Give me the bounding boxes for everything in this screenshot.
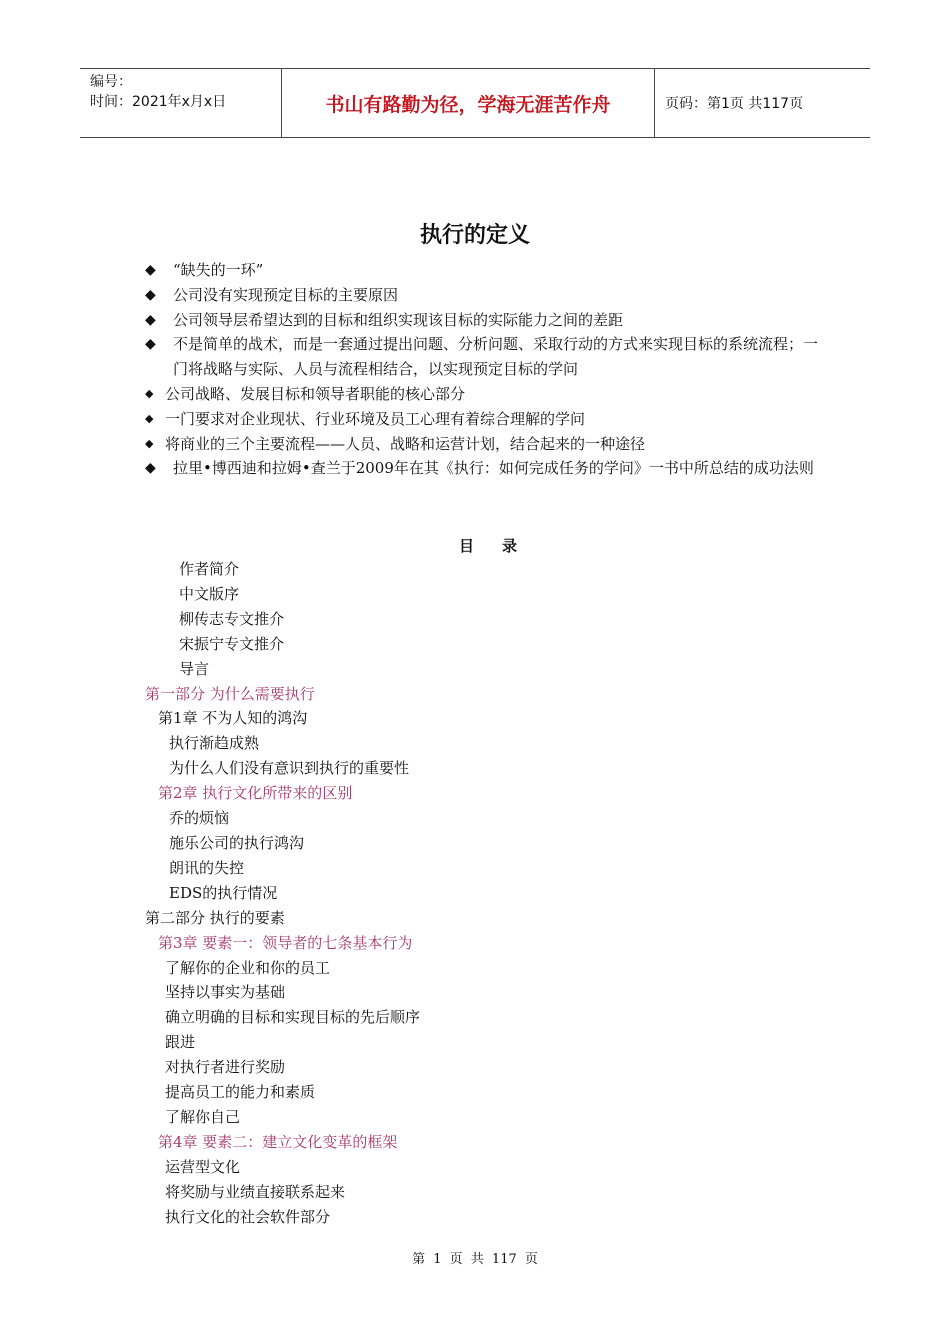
page-footer: 第 1 页 共 117 页	[412, 1252, 538, 1267]
toc-entry: 中文版序	[179, 584, 240, 603]
bullet-item	[145, 407, 825, 432]
number-label: 编号：	[90, 74, 132, 90]
bullet-text: 拉里•博西迪和拉姆•查兰于2009年在其《执行：如何完成任务的学问》一书中所总结的成功法则	[173, 459, 814, 478]
toc-entry: 了解你自己	[165, 1107, 241, 1126]
toc-heading: 第二部分 执行的要素	[145, 908, 285, 927]
diamond-bullet-icon: ◆	[145, 311, 156, 328]
diamond-bullet-icon: ◆	[145, 336, 156, 353]
bullet-item	[145, 432, 825, 457]
toc-entry: 朗讯的失控	[169, 858, 245, 877]
bullet-text: “缺失的一环”	[173, 261, 264, 279]
toc-entry: 将奖励与业绩直接联系起来	[165, 1182, 346, 1201]
diamond-bullet-icon: ◆	[145, 460, 156, 477]
diamond-bullet-icon: ◆	[145, 386, 154, 400]
toc-entry: 施乐公司的执行鸿沟	[169, 833, 305, 852]
toc-entry: 运营型文化	[165, 1157, 241, 1176]
toc-entry: 跟进	[165, 1033, 196, 1052]
diamond-bullet-icon: ◆	[145, 262, 156, 278]
toc-heading: 第4章 要素二：建立文化变革的框架	[158, 1132, 398, 1151]
toc-heading: 第2章 执行文化所带来的区别	[158, 784, 353, 803]
page-header	[80, 68, 870, 138]
header-meta	[80, 69, 282, 137]
bullet-item	[145, 283, 825, 308]
bullet-text: 公司领导层希望达到的目标和组织实现该目标的实际能力之间的差距	[173, 310, 624, 329]
bullet-text: 公司战略、发展目标和领导者职能的核心部分	[165, 384, 466, 403]
toc-entry: 柳传志专文推介	[179, 609, 285, 628]
table-of-contents	[145, 557, 420, 1229]
toc-entry: 导言	[179, 659, 210, 678]
toc-entry: 了解你的企业和你的员工	[165, 958, 331, 977]
toc-entry: 对执行者进行奖励	[165, 1058, 286, 1077]
toc-heading: 第一部分 为什么需要执行	[145, 684, 315, 703]
toc-entry: 作者简介	[179, 560, 240, 578]
bullet-text: 公司没有实现预定目标的主要原因	[173, 285, 399, 304]
document-title: 执行的定义	[419, 223, 530, 248]
header-motto: 书山有路勤为径，学海无涯苦作舟	[282, 69, 655, 137]
toc-title: 目录	[459, 537, 546, 555]
toc-entry: 执行文化的社会软件部分	[165, 1207, 331, 1226]
diamond-bullet-icon: ◆	[145, 286, 156, 303]
diamond-bullet-icon: ◆	[145, 411, 154, 425]
toc-entry: 提高员工的能力和素质	[165, 1083, 316, 1102]
definition-list	[145, 258, 825, 481]
diamond-bullet-icon: ◆	[145, 436, 154, 450]
bullet-text: 不是简单的战术，而是一套通过提出问题、分析问题、采取行动的方式来实现目标的系统流程；一门将战略与实际、人员与流程相结合，以实现预定目标的学问	[173, 335, 819, 379]
bullet-item	[145, 332, 825, 382]
toc-entry: 坚持以事实为基础	[165, 983, 286, 1002]
toc-heading: 第1章 不为人知的鸿沟	[158, 709, 308, 728]
bullet-item	[145, 382, 825, 407]
bullet-text: 一门要求对企业现状、行业环境及员工心理有着综合理解的学问	[165, 409, 586, 428]
toc-entry: 为什么人们没有意识到执行的重要性	[169, 759, 410, 778]
header-page-info: 页码：第1页 共117页	[665, 96, 804, 112]
toc-entry: 乔的烦恼	[169, 809, 230, 828]
toc-entry: 执行渐趋成熟	[169, 734, 260, 753]
time-label: 时间：2021年x月x日	[90, 94, 227, 110]
toc-entry: EDS的执行情况	[169, 883, 278, 902]
toc-entry: 确立明确的目标和实现目标的先后顺序	[165, 1008, 421, 1027]
bullet-text: 将商业的三个主要流程——人员、战略和运营计划，结合起来的一种途径	[165, 434, 646, 453]
bullet-item	[145, 258, 825, 283]
toc-entry: 宋振宁专文推介	[179, 634, 285, 653]
bullet-item	[145, 308, 825, 333]
toc-heading: 第3章 要素一：领导者的七条基本行为	[158, 933, 413, 952]
bullet-item	[145, 456, 825, 481]
